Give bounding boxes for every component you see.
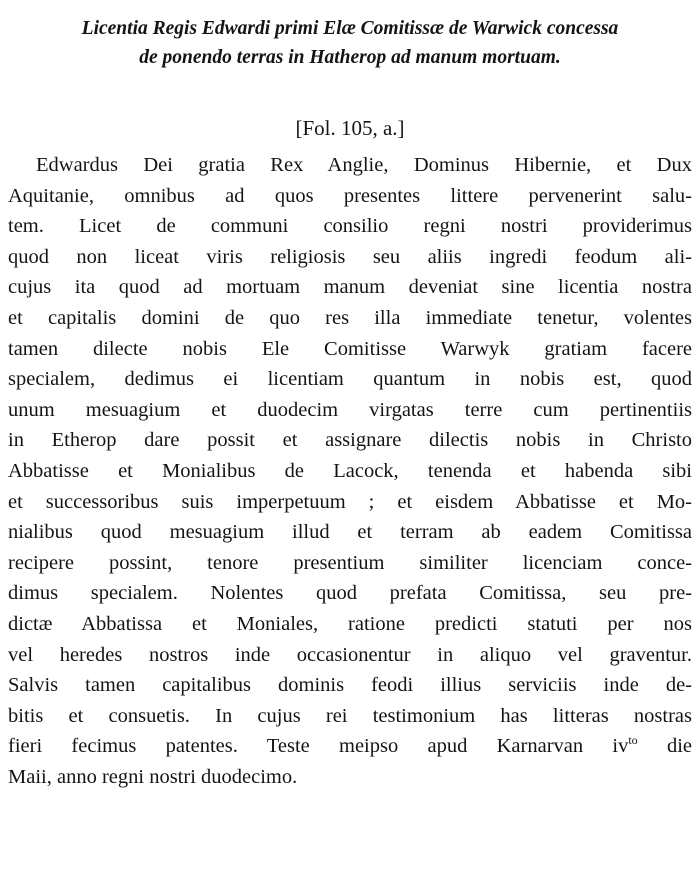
text-line: et capitalis domini de quo res illa immediate tenetur, volentes — [8, 306, 692, 329]
text-line-final: Maii, anno regni nostri duodecimo. — [8, 765, 298, 788]
text-line: specialem, dedimus ei licentiam quantum in nobis est, quod — [8, 368, 692, 391]
text-line-dated — [8, 731, 692, 762]
text-line: quod non liceat viris religiosis seu aliis ingredi feodum ali- — [8, 245, 692, 268]
text-line: tem. Licet de communi consilio regni nostri providerimus — [8, 215, 692, 238]
text-line: Salvis tamen capitalibus dominis feodi illius serviciis inde de- — [8, 674, 692, 697]
folio-reference: [Fol. 105, a.] — [295, 116, 405, 140]
text-line: recipere possint, tenore presentium similiter licenciam conce- — [8, 551, 692, 574]
charter-heading — [0, 14, 700, 72]
text-line: bitis et consuetis. In cujus rei testimonium has litteras nostras — [8, 704, 692, 727]
charter-text — [8, 150, 692, 792]
text-line: et successoribus suis imperpetuum ; et eisdem Abbatisse et Mo- — [8, 490, 692, 513]
heading-line-2: de ponendo terras in Hatherop ad manum mortuam. — [139, 47, 561, 68]
ordinal-superscript: to — [628, 733, 638, 748]
text-line: tamen dilecte nobis Ele Comitisse Warwyk gratiam facere — [8, 337, 692, 360]
text-line: nialibus quod mesuagium illud et terram ab eadem Comitissa — [8, 521, 692, 544]
text-line-dated-end: die — [637, 735, 693, 758]
text-line: unum mesuagium et duodecim virgatas terre cum pertinentiis — [8, 398, 692, 421]
text-line: Abbatisse et Monialibus de Lacock, tenenda et habenda sibi — [8, 459, 692, 482]
text-line: dimus specialem. Nolentes quod prefata Comitissa, seu pre- — [8, 582, 692, 605]
text-line: vel heredes nostros inde occasionentur in aliquo vel graventur. — [8, 643, 692, 666]
heading-line-1: Licentia Regis Edwardi primi Elæ Comitissæ de Warwick concessa — [81, 18, 619, 39]
text-line: in Etherop dare possit et assignare dilectis nobis in Christo — [8, 429, 692, 452]
text-line: cujus ita quod ad mortuam manum deveniat sine licentia nostra — [8, 276, 692, 299]
text-line: Aquitanie, omnibus ad quos presentes littere pervenerint salu- — [8, 184, 692, 207]
text-line: dictæ Abbatissa et Moniales, ratione predicti statuti per nos — [8, 612, 692, 635]
text-line-dated-start: fieri fecimus patentes. Teste meipso apud Karnarvan iv — [8, 735, 629, 758]
text-line: Edwardus Dei gratia Rex Anglie, Dominus Hibernie, et Dux — [36, 154, 692, 176]
